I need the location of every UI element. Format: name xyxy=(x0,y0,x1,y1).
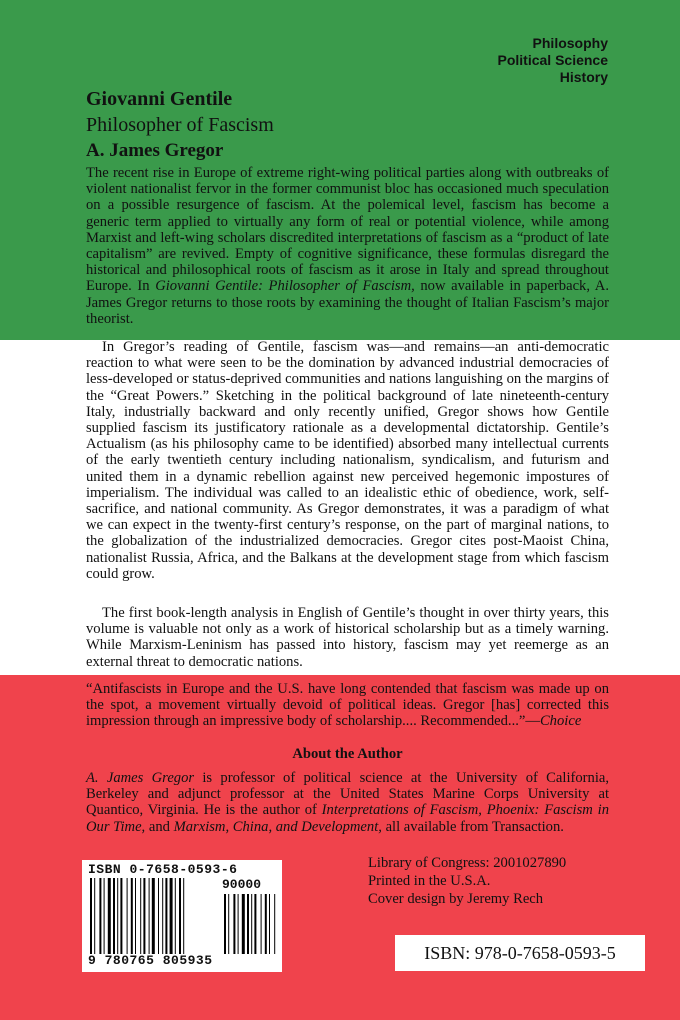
book-title: Giovanni Gentile xyxy=(86,88,233,110)
barcode-number: 9 780765 805935 xyxy=(88,953,213,968)
book-subtitle: Philosopher of Fascism xyxy=(86,114,274,136)
subject-list xyxy=(498,35,609,86)
description-paragraph-2: In Gregor’s reading of Gentile, fascism was—and remains—an anti-democratic reaction to what were seen to be the domination by advanced industrial democracies of less-developed or status-deprived communities and nations languishing on the margins of the “Great Powers.” Sketching in the political background of late nineteenth-century Italy, industrially backward and only recently unified, Gregor shows how Gentile supplied fascism its justificatory rationale as a developmental dictatorship. Gentile’s Actualism (as his philosophy came to be identified) absorbed many intellectual currents of the early twentieth century including nationalism, syndicalism, and futurism and united them in a dynamic rebellion against new perceived hegemonic impostures of imperialism. The individual was called to an idealistic ethic of obedience, work, self-sacrifice, and national community. As Gregor demonstrates, it was a paradigm of what we can expect in the twenty-first century’s response, on the part of marginal nations, to the globalization of the industrialized democracies. Gregor cites post-Maoist China, nationalist Russia, Africa, and the Balkans at the development stage from which fascism could grow. xyxy=(86,339,609,582)
printed-in: Printed in the U.S.A. xyxy=(368,873,491,889)
publication-info xyxy=(368,854,566,908)
isbn-box: ISBN: 978-0-7658-0593-5 xyxy=(395,935,645,971)
barcode xyxy=(82,860,282,972)
description-paragraph-1: The recent rise in Europe of extreme right-wing political parties along with outbreaks of violent nationalist fervor in the former communist bloc has occasioned much speculation on a possible resurgence of fascism. At the polemical level, fascism has become a generic term applied to virtually any form of real or potential violence, while among Marxist and left-wing scholars discredited interpretations of fascism as a “product of late capitalism” are revived. Empty of cognitive significance, these formulas disregard the historical and philosophical roots of fascism as it arose in Italy and spread throughout Europe. In Giovanni Gentile: Philosopher of Fascism, now available in paperback, A. James Gregor returns to those roots by examining the thought of Italian Fascism’s major theorist. xyxy=(86,165,609,327)
library-of-congress: Library of Congress: 2001027890 xyxy=(368,855,567,871)
book-author: A. James Gregor xyxy=(86,140,224,161)
description-paragraph-3: The first book-length analysis in English of Gentile’s thought in over thirty years, this volume is valuable not only as a work of historical scholarship but as a timely warning. While Marxism-Leninism has passed into history, fascism may yet reemerge as an external threat to democratic nations. xyxy=(86,605,609,670)
subject-philosophy: Philosophy xyxy=(532,35,608,51)
barcode-isbn: ISBN 0-7658-0593-6 xyxy=(88,862,238,877)
about-author-text: A. James Gregor is professor of political science at the University of California, Berkeley and adjunct professor at the United States Marine Corps University at Quantico, Virginia. He is the author of Interpretations of Fascism, Phoenix: Fascism in Our Time, and Marxism, China, and Development, all available from Transaction. xyxy=(86,770,609,835)
subject-political-science: Political Science xyxy=(497,52,608,68)
about-author-heading: About the Author xyxy=(292,746,403,762)
subject-history: History xyxy=(559,69,608,85)
cover-design-credit: Cover design by Jeremy Rech xyxy=(368,891,544,907)
review-quote: “Antifascists in Europe and the U.S. have long contended that fascism was made up on the spot, a movement virtually devoid of political ideas. Gregor [has] corrected this impression through an impressive body of scholarship.... Recommended...”—Choice xyxy=(86,681,609,730)
barcode-supplement: 90000 xyxy=(222,877,262,892)
barcode-bars-icon xyxy=(88,878,278,954)
